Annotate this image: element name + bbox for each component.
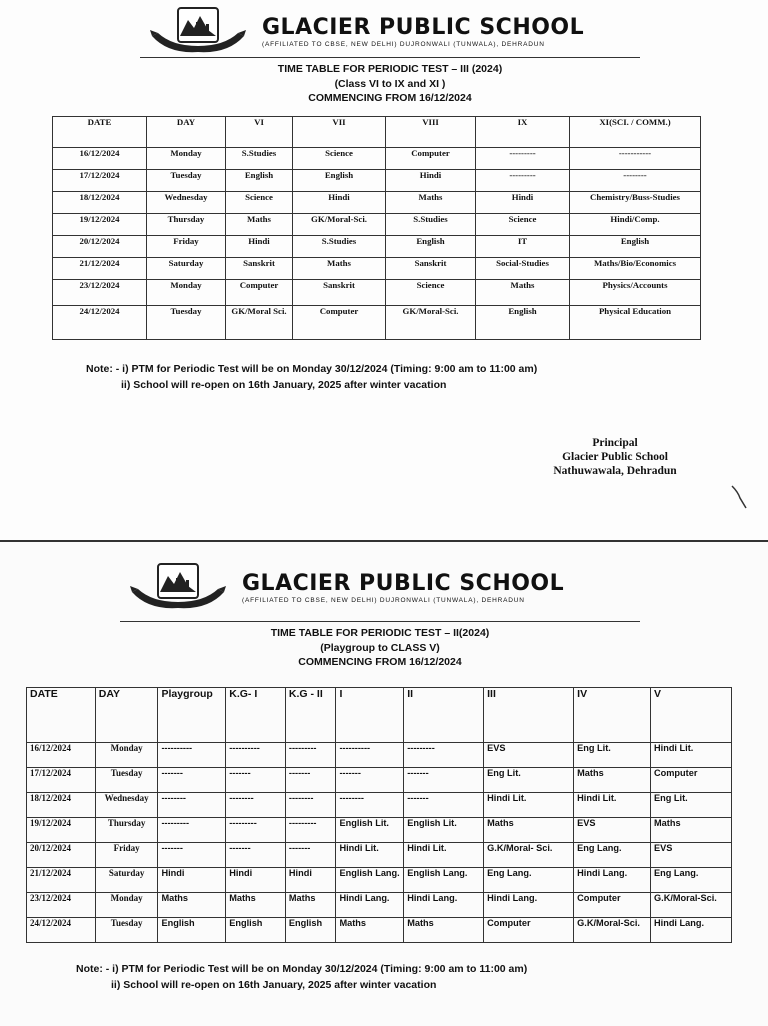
subject-cell: Computer xyxy=(226,280,293,306)
timetable-sheet-playgroup-v xyxy=(0,540,768,1026)
subject-cell: Hindi xyxy=(285,868,336,893)
note-reopen: ii) School will re-open on 16th January, 2025 after winter vacation xyxy=(121,379,447,391)
subject-cell: Hindi Lit. xyxy=(336,843,404,868)
day-cell: Wednesday xyxy=(147,192,226,214)
timetable-title: TIME TABLE FOR PERIODIC TEST – III (2024) xyxy=(277,63,503,75)
subject-cell: Eng Lit. xyxy=(651,793,732,818)
column-header: Playgroup xyxy=(158,688,226,743)
subject-cell: English Lit. xyxy=(336,818,404,843)
subject-cell: Hindi Lang. xyxy=(336,893,404,918)
commencing-date: COMMENCING FROM 16/12/2024 xyxy=(308,92,472,104)
timetable-subtitle: (Class VI to IX and XI ) xyxy=(334,77,446,90)
subject-cell: GK/Moral Sci. xyxy=(226,306,293,340)
column-header: IV xyxy=(574,688,651,743)
subject-cell: Sanskrit xyxy=(293,280,386,306)
column-header: DAY xyxy=(95,688,158,743)
subject-cell: Physical Education xyxy=(570,306,701,340)
table-row xyxy=(53,258,701,280)
subject-cell: Eng Lang. xyxy=(651,868,732,893)
day-cell: Tuesday xyxy=(147,306,226,340)
subject-cell: English xyxy=(386,236,476,258)
day-cell: Thursday xyxy=(147,214,226,236)
subject-cell: Hindi/Comp. xyxy=(570,214,701,236)
subject-cell: ------- xyxy=(226,768,286,793)
subject-cell: --------- xyxy=(404,743,484,768)
subject-cell: Maths xyxy=(226,893,286,918)
date-cell: 21/12/2024 xyxy=(27,868,96,893)
subject-cell: --------- xyxy=(285,743,336,768)
day-cell: Tuesday xyxy=(95,918,158,943)
note-label: Note: - xyxy=(76,963,110,975)
header-rule xyxy=(140,57,640,58)
subject-cell: --------- xyxy=(226,818,286,843)
subject-cell: --------- xyxy=(285,818,336,843)
date-cell: 21/12/2024 xyxy=(53,258,147,280)
subject-cell: Science xyxy=(476,214,570,236)
note-label: Note: - xyxy=(86,363,120,375)
subject-cell: S.Studies xyxy=(386,214,476,236)
school-crest-logo xyxy=(128,562,228,612)
column-header: V xyxy=(651,688,732,743)
subject-cell: IT xyxy=(476,236,570,258)
subject-cell: ------- xyxy=(158,768,226,793)
timetable-title: TIME TABLE FOR PERIODIC TEST – II(2024) xyxy=(270,627,490,639)
table-row xyxy=(27,843,732,868)
notes-block xyxy=(86,361,537,393)
subject-cell: Science xyxy=(226,192,293,214)
subject-cell: ---------- xyxy=(226,743,286,768)
subject-cell: Hindi xyxy=(476,192,570,214)
date-cell: 17/12/2024 xyxy=(27,768,96,793)
column-header: IX xyxy=(476,117,570,148)
signature-line: Glacier Public School xyxy=(562,451,668,463)
subject-cell: Science xyxy=(386,280,476,306)
subject-cell: ---------- xyxy=(336,743,404,768)
subject-cell: EVS xyxy=(484,743,574,768)
subject-cell: English xyxy=(158,918,226,943)
subject-cell: ------- xyxy=(404,768,484,793)
subject-cell: Computer xyxy=(651,768,732,793)
table-row xyxy=(27,818,732,843)
subject-cell: Maths xyxy=(336,918,404,943)
column-header: III xyxy=(484,688,574,743)
day-cell: Tuesday xyxy=(95,768,158,793)
subject-cell: Maths xyxy=(651,818,732,843)
date-cell: 17/12/2024 xyxy=(53,170,147,192)
subject-cell: Sanskrit xyxy=(386,258,476,280)
note-reopen: ii) School will re-open on 16th January, 2025 after winter vacation xyxy=(111,979,437,991)
subject-cell: Computer xyxy=(484,918,574,943)
signature-line: Nathuwawala, Dehradun xyxy=(553,465,677,477)
day-cell: Friday xyxy=(95,843,158,868)
subject-cell: -------- xyxy=(285,793,336,818)
column-header: VIII xyxy=(386,117,476,148)
subject-cell: --------- xyxy=(476,170,570,192)
subject-cell: Sanskrit xyxy=(226,258,293,280)
school-affiliation: (AFFILIATED TO CBSE, NEW DELHI) DUJRONWALI (TUNWALA), DEHRADUN xyxy=(242,596,525,604)
subject-cell: English xyxy=(285,918,336,943)
subject-cell: Eng Lit. xyxy=(574,743,651,768)
subject-cell: Hindi Lit. xyxy=(651,743,732,768)
school-affiliation: (AFFILIATED TO CBSE, NEW DELHI) DUJRONWALI (TUNWALA), DEHRADUN xyxy=(262,40,545,48)
subject-cell: Hindi Lang. xyxy=(404,893,484,918)
subject-cell: English xyxy=(226,170,293,192)
day-cell: Monday xyxy=(95,743,158,768)
subject-cell: Hindi Lang. xyxy=(651,918,732,943)
column-header: DATE xyxy=(27,688,96,743)
subject-cell: Social-Studies xyxy=(476,258,570,280)
subject-cell: Computer xyxy=(386,148,476,170)
column-header: K.G - II xyxy=(285,688,336,743)
date-cell: 19/12/2024 xyxy=(53,214,147,236)
subject-cell: ------- xyxy=(226,843,286,868)
subject-cell: S.Studies xyxy=(293,236,386,258)
subject-cell: Chemistry/Buss-Studies xyxy=(570,192,701,214)
day-cell: Thursday xyxy=(95,818,158,843)
column-header: DAY xyxy=(147,117,226,148)
table-row xyxy=(53,236,701,258)
date-cell: 23/12/2024 xyxy=(53,280,147,306)
subject-cell: Hindi xyxy=(226,868,286,893)
subject-cell: ------- xyxy=(336,768,404,793)
subject-cell: Eng Lang. xyxy=(484,868,574,893)
subject-cell: Maths xyxy=(285,893,336,918)
table-row xyxy=(53,192,701,214)
table-row xyxy=(53,148,701,170)
table-row xyxy=(53,214,701,236)
table-header-row xyxy=(27,688,732,743)
subject-cell: English xyxy=(570,236,701,258)
timetable-table xyxy=(26,687,732,943)
subject-cell: Maths xyxy=(484,818,574,843)
subject-cell: EVS xyxy=(574,818,651,843)
subject-cell: Eng Lit. xyxy=(484,768,574,793)
subject-cell: Hindi Lang. xyxy=(484,893,574,918)
subject-cell: G.K/Moral- Sci. xyxy=(484,843,574,868)
subject-cell: English Lang. xyxy=(336,868,404,893)
subject-cell: Maths xyxy=(158,893,226,918)
table-row xyxy=(53,280,701,306)
subject-cell: Hindi Lit. xyxy=(484,793,574,818)
subject-cell: Maths xyxy=(476,280,570,306)
subject-cell: Maths xyxy=(293,258,386,280)
subject-cell: English xyxy=(293,170,386,192)
subject-cell: ----------- xyxy=(570,148,701,170)
subject-cell: --------- xyxy=(158,818,226,843)
subject-cell: Hindi Lit. xyxy=(574,793,651,818)
subject-cell: -------- xyxy=(570,170,701,192)
date-cell: 23/12/2024 xyxy=(27,893,96,918)
date-cell: 16/12/2024 xyxy=(53,148,147,170)
subject-cell: ---------- xyxy=(158,743,226,768)
subject-cell: -------- xyxy=(158,793,226,818)
pen-mark xyxy=(728,482,754,512)
column-header: XI(SCI. / COMM.) xyxy=(570,117,701,148)
commencing-date: COMMENCING FROM 16/12/2024 xyxy=(298,656,462,668)
date-cell: 16/12/2024 xyxy=(27,743,96,768)
date-cell: 19/12/2024 xyxy=(27,818,96,843)
subject-cell: ------- xyxy=(404,793,484,818)
table-row xyxy=(53,306,701,340)
table-row xyxy=(27,768,732,793)
day-cell: Friday xyxy=(147,236,226,258)
subject-cell: GK/Moral-Sci. xyxy=(293,214,386,236)
subject-cell: G.K/Moral-Sci. xyxy=(651,893,732,918)
subject-cell: -------- xyxy=(226,793,286,818)
day-cell: Saturday xyxy=(147,258,226,280)
school-header xyxy=(128,562,564,612)
date-cell: 18/12/2024 xyxy=(27,793,96,818)
timetable-table xyxy=(52,116,701,340)
column-header: VI xyxy=(226,117,293,148)
subject-cell: Computer xyxy=(293,306,386,340)
column-header: VII xyxy=(293,117,386,148)
school-header xyxy=(148,6,584,56)
subject-cell: Hindi Lit. xyxy=(404,843,484,868)
subject-cell: EVS xyxy=(651,843,732,868)
notes-block xyxy=(76,961,527,993)
table-row xyxy=(27,793,732,818)
subject-cell: ------- xyxy=(158,843,226,868)
title-block xyxy=(200,62,580,106)
subject-cell: Maths xyxy=(404,918,484,943)
header-rule xyxy=(120,621,640,622)
subject-cell: Maths/Bio/Economics xyxy=(570,258,701,280)
subject-cell: Science xyxy=(293,148,386,170)
subject-cell: Hindi xyxy=(226,236,293,258)
note-ptm: i) PTM for Periodic Test will be on Monday 30/12/2024 (Timing: 9:00 am to 11:00 am) xyxy=(112,963,528,975)
subject-cell: Physics/Accounts xyxy=(570,280,701,306)
day-cell: Tuesday xyxy=(147,170,226,192)
table-row xyxy=(27,918,732,943)
column-header: DATE xyxy=(53,117,147,148)
school-name: GLACIER PUBLIC SCHOOL xyxy=(262,14,585,40)
school-name: GLACIER PUBLIC SCHOOL xyxy=(242,570,565,596)
column-header: K.G- I xyxy=(226,688,286,743)
day-cell: Monday xyxy=(95,893,158,918)
subject-cell: S.Studies xyxy=(226,148,293,170)
column-header: II xyxy=(404,688,484,743)
subject-cell: Eng Lang. xyxy=(574,843,651,868)
subject-cell: Computer xyxy=(574,893,651,918)
date-cell: 20/12/2024 xyxy=(53,236,147,258)
date-cell: 18/12/2024 xyxy=(53,192,147,214)
subject-cell: English xyxy=(226,918,286,943)
subject-cell: Hindi xyxy=(386,170,476,192)
subject-cell: GK/Moral-Sci. xyxy=(386,306,476,340)
subject-cell: Hindi xyxy=(293,192,386,214)
title-block xyxy=(190,626,570,670)
subject-cell: Maths xyxy=(226,214,293,236)
principal-signature-block xyxy=(530,436,700,478)
date-cell: 24/12/2024 xyxy=(53,306,147,340)
day-cell: Saturday xyxy=(95,868,158,893)
day-cell: Monday xyxy=(147,148,226,170)
table-row xyxy=(27,743,732,768)
subject-cell: Hindi Lang. xyxy=(574,868,651,893)
table-header-row xyxy=(53,117,701,148)
timetable-subtitle: (Playgroup to CLASS V) xyxy=(320,641,440,654)
table-row xyxy=(53,170,701,192)
column-header: I xyxy=(336,688,404,743)
subject-cell: English xyxy=(476,306,570,340)
subject-cell: Hindi xyxy=(158,868,226,893)
signature-line: Principal xyxy=(592,437,638,449)
subject-cell: -------- xyxy=(336,793,404,818)
subject-cell: ------- xyxy=(285,768,336,793)
day-cell: Wednesday xyxy=(95,793,158,818)
subject-cell: Maths xyxy=(574,768,651,793)
note-ptm: i) PTM for Periodic Test will be on Monday 30/12/2024 (Timing: 9:00 am to 11:00 am) xyxy=(122,363,538,375)
subject-cell: G.K/Moral-Sci. xyxy=(574,918,651,943)
school-crest-logo xyxy=(148,6,248,56)
subject-cell: Maths xyxy=(386,192,476,214)
subject-cell: ------- xyxy=(285,843,336,868)
day-cell: Monday xyxy=(147,280,226,306)
date-cell: 24/12/2024 xyxy=(27,918,96,943)
table-row xyxy=(27,868,732,893)
subject-cell: English Lit. xyxy=(404,818,484,843)
table-row xyxy=(27,893,732,918)
date-cell: 20/12/2024 xyxy=(27,843,96,868)
subject-cell: --------- xyxy=(476,148,570,170)
subject-cell: English Lang. xyxy=(404,868,484,893)
